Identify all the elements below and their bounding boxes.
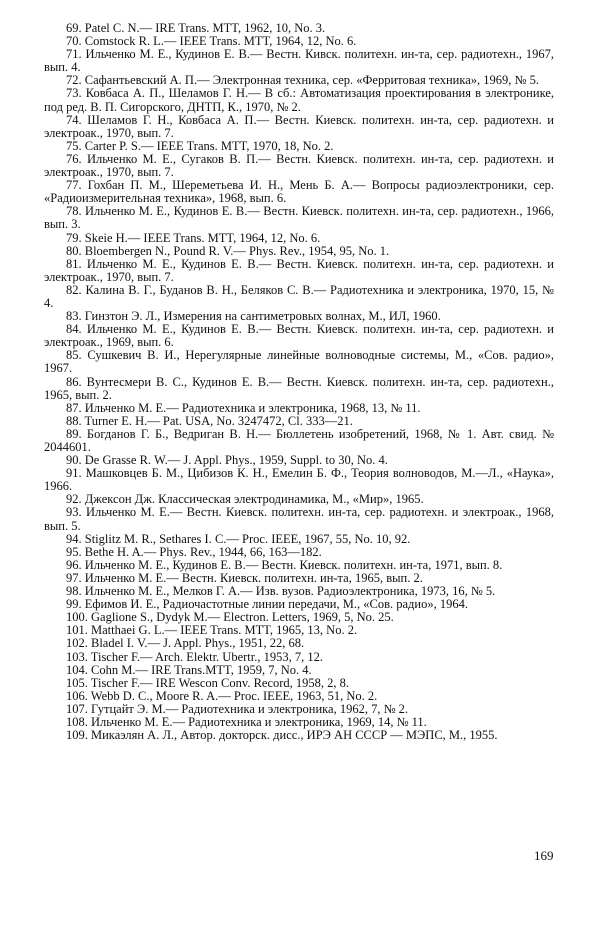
reference-item: 109. Микаэлян А. Л., Автор. докторск. дисс., ИРЭ АН СССР — МЭПС, М., 1955. xyxy=(66,728,498,743)
reference-item: 71. Ильченко М. Е., Кудинов Е. В.— Вестн. Кивск. политехн. ин-та, сер. радиотехн., 1967, вып. 4. xyxy=(44,47,554,75)
reference-item: 94. Stiglitz M. R., Sethares I. C.— Proc. IEEE, 1967, 55, No. 10, 92. xyxy=(66,531,411,546)
reference-item: 78. Ильченко М. Е., Кудинов Е. В.— Вестн. Киевск. политехн. ин-та, сер. радиотехн., 1966, вып. 3. xyxy=(44,204,554,232)
reference-item: 98. Ильченко М. Е., Мелков Г. А.— Изв. вузов. Радиоэлектроника, 1973, 16, № 5. xyxy=(66,584,496,599)
reference-item: 105. Tischer F.— IRE Wescon Conv. Record, 1958, 2, 8. xyxy=(66,675,350,690)
reference-item: 97. Ильченко М. Е.— Вестн. Киевск. политехн. ин-та, 1965, вып. 2. xyxy=(66,570,423,585)
reference-item: 88. Turner E. H.— Pat. USA, No. 3247472, Cl. 333—21. xyxy=(66,413,353,428)
reference-item: 102. Bladel I. V.— J. Appl. Phys., 1951, 22, 68. xyxy=(66,636,305,651)
reference-item: 90. De Grasse R. W.— J. Appl. Phys., 1959, Suppl. to 30, No. 4. xyxy=(66,453,388,468)
reference-item: 80. Bloembergen N., Pound R. V.— Phys. Rev., 1954, 95, No. 1. xyxy=(66,243,390,258)
reference-item: 84. Ильченко М. Е., Кудинов Е. В.— Вестн. Киевск. политехн. ин-та, сер. радиотехн. и электроак., 1969, вып. 6. xyxy=(44,322,554,350)
reference-item: 86. Вунтесмери В. С., Кудинов Е. В.— Вестн. Киевск. политехн. ин-та, сер. радиотехн., 1965, вып. 2. xyxy=(44,374,554,402)
reference-item: 73. Ковбаса А. П., Шеламов Г. Н.— В сб.: Автоматизация проектирования в электронике, под ред. В. П. Сигорского, ДНТП, К., 1970, № 2. xyxy=(44,86,554,114)
reference-item: 82. Калина В. Г., Буданов В. Н., Беляков С. В.— Радиотехника и электроника, 1970, 15, № 4. xyxy=(44,282,554,310)
reference-item: 85. Сушкевич В. И., Нерегулярные линейные волноводные системы, М., «Сов. радио», 1967. xyxy=(44,348,554,376)
reference-item: 106. Webb D. C., Moore R. A.— Proc. IEEE, 1963, 51, No. 2. xyxy=(66,688,378,703)
reference-item: 95. Bethe H. A.— Phys. Rev., 1944, 66, 163—182. xyxy=(66,544,322,559)
reference-item: 91. Машковцев Б. М., Цибизов К. Н., Емелин Б. Ф., Теория волноводов, М.—Л., «Наука», 1966. xyxy=(44,466,554,494)
reference-item: 72. Сафантьевский А. П.— Электронная техника, сер. «Ферритовая техника», 1969, № 5. xyxy=(66,73,539,88)
reference-item: 87. Ильченко М. Е.— Радиотехника и электроника, 1968, 13, № 11. xyxy=(66,400,421,415)
reference-item: 75. Carter P. S.— IEEE Trans. MTT, 1970, 18, No. 2. xyxy=(66,138,334,153)
reference-item: 103. Tischer F.— Arch. Elektr. Ubertr., 1953, 7, 12. xyxy=(66,649,323,664)
reference-list xyxy=(44,22,554,742)
reference-item: 104. Cohn M.— IRE Trans.MTT, 1959, 7, No. 4. xyxy=(66,662,312,677)
reference-item: 96. Ильченко М. Е., Кудинов Е. В.— Вестн. Киевск. политехн. ин-та, 1971, вып. 8. xyxy=(66,557,503,572)
reference-item: 107. Гутцайт Э. М.— Радиотехника и электроника, 1962, 7, № 2. xyxy=(66,701,409,716)
reference-item: 74. Шеламов Г. Н., Ковбаса А. П.— Вестн. Киевск. политехн. ин-та, сер. радиотехн. и электроак., 1970, вып. 7. xyxy=(44,112,554,140)
reference-item: 69. Patel C. N.— IRE Trans. MTT, 1962, 10, No. 3. xyxy=(66,21,326,35)
reference-item: 100. Gaglione S., Dydyk M.— Electron. Letters, 1969, 5, No. 25. xyxy=(66,610,394,625)
reference-item: 92. Джексон Дж. Классическая электродинамика, М., «Мир», 1965. xyxy=(66,492,424,507)
reference-item: 76. Ильченко М. Е., Сугаков В. П.— Вестн. Киевск. политехн. ин-та, сер. радиотехн. и электроак., 1970, вып. 7. xyxy=(44,151,554,180)
reference-item: 99. Ефимов И. Е., Радиочастотные линии передачи, М., «Сов. радио», 1964. xyxy=(66,597,468,612)
reference-item: 81. Ильченко М. Е., Кудинов Е. В.— Вестн. Киевск. политехн. ин-та, сер. радиотехн. и электроак., 1970, вып. 7. xyxy=(44,256,554,284)
reference-item: 93. Ильченко М. Е.— Вестн. Киевск. политехн. ин-та, сер. радиотехн. и электроак., 1968, вып. 5. xyxy=(44,505,554,533)
page-number: 169 xyxy=(534,848,554,863)
reference-item: 70. Comstock R. L.— IEEE Trans. MTT, 1964, 12, No. 6. xyxy=(66,34,357,49)
reference-item: 101. Matthaei G. L.— IEEE Trans. MTT, 1965, 13, No. 2. xyxy=(66,623,358,638)
reference-item: 89. Богданов Г. Б., Ведриган В. Н.— Бюллетень изобретений, 1968, № 1. Авт. свид. № 2044601. xyxy=(44,426,554,454)
reference-item: 79. Skeie H.— IEEE Trans. MTT, 1964, 12, No. 6. xyxy=(66,230,321,245)
reference-item: 77. Гохбан П. М., Шереметьева И. Н., Мень Б. А.— Вопросы радиоэлектроники, сер. «Радиоизмерительная техника», 1968, вып. 6. xyxy=(44,178,554,206)
reference-item: 108. Ильченко М. Е.— Радиотехника и электроника, 1969, 14, № 11. xyxy=(66,714,427,729)
reference-item: 83. Гинзтон Э. Л., Измерения на сантиметровых волнах, М., ИЛ, 1960. xyxy=(66,309,441,324)
